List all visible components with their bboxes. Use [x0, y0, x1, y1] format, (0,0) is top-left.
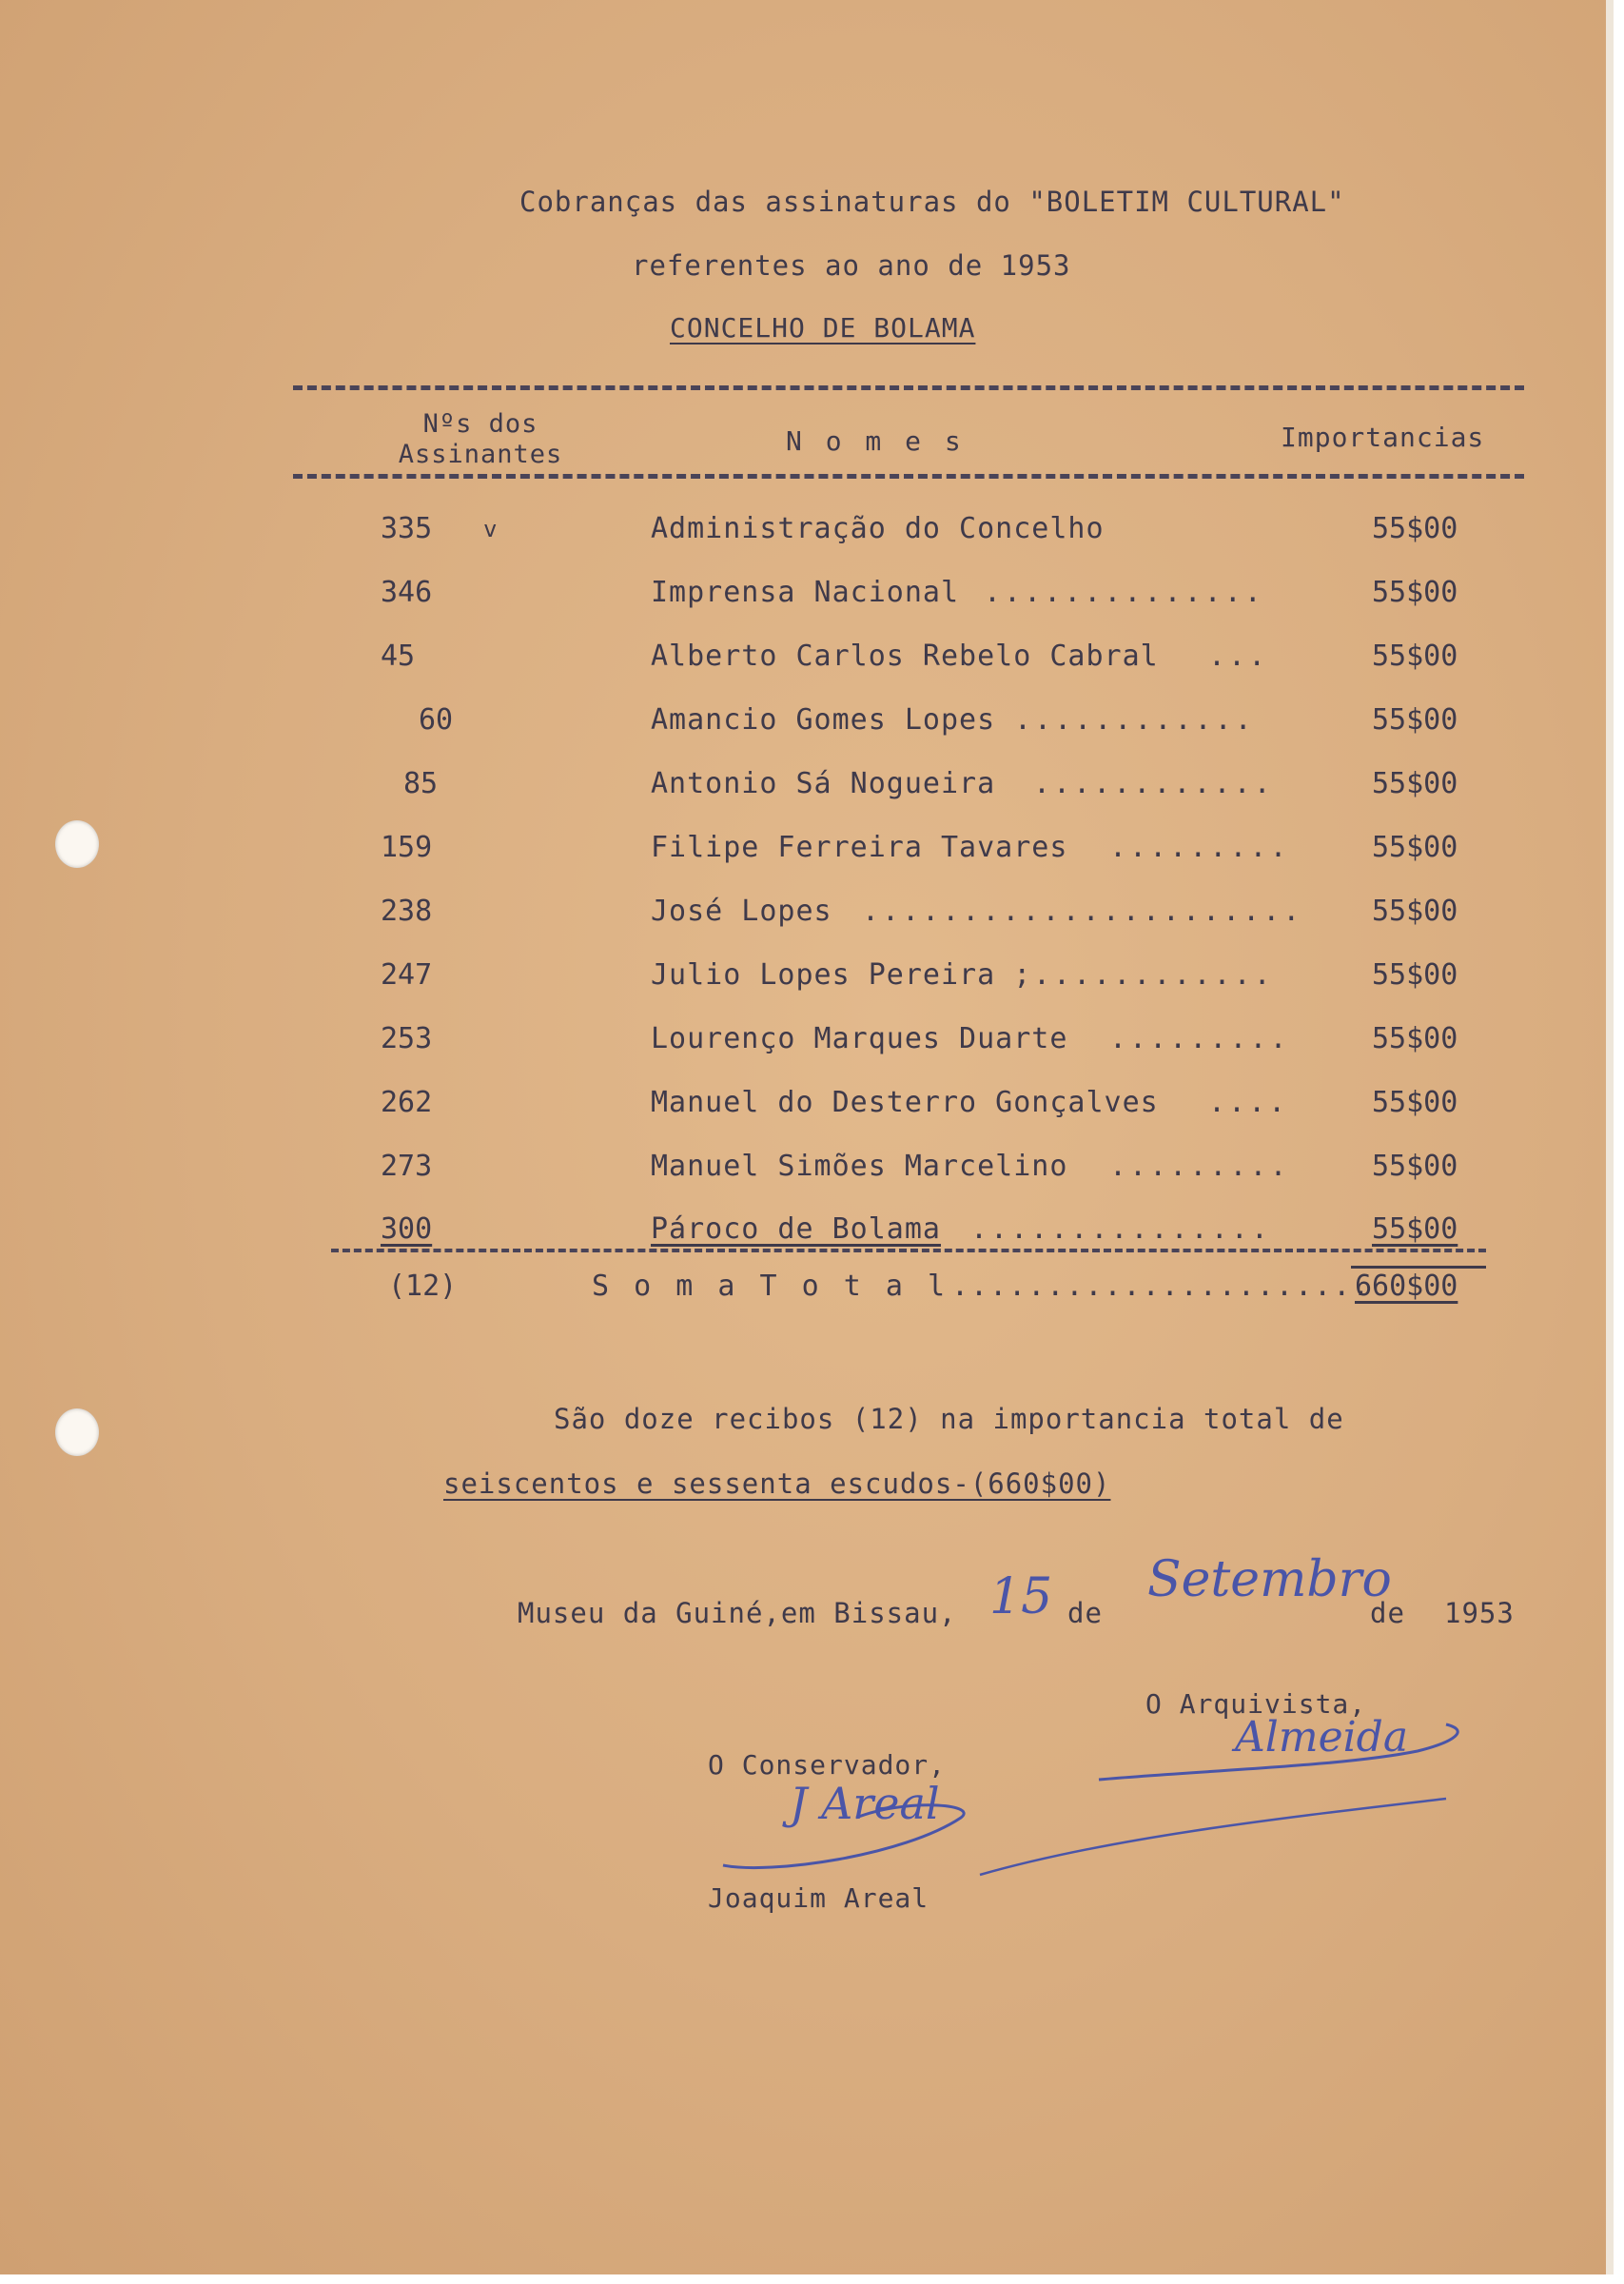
table-row [0, 958, 1606, 1000]
subscriber-amount: 55$00 [1372, 1212, 1458, 1246]
subscriber-name: Filipe Ferreira Tavares [651, 831, 1068, 864]
archivist-signature-flourish [1094, 1713, 1475, 1789]
table-row [0, 512, 1606, 554]
dateline-month: Setembro [1147, 1551, 1392, 1608]
conservator-title: O Conservador, [708, 1749, 947, 1781]
subscriber-name: José Lopes [651, 895, 832, 928]
table-row [0, 895, 1606, 936]
table-row [0, 576, 1606, 618]
col-number-header-line-2: Assinantes [398, 440, 563, 469]
table-row [0, 831, 1606, 873]
subscriber-amount: 55$00 [1372, 1086, 1458, 1119]
leader-dots: ...................... [951, 1270, 1372, 1303]
leader-dots: ............ [1014, 703, 1255, 737]
subscriber-amount: 55$00 [1372, 958, 1458, 992]
subscriber-amount: 55$00 [1372, 1022, 1458, 1055]
dateline-year: 1953 [1444, 1597, 1515, 1629]
header-line-3: CONCELHO DE BOLAMA [670, 312, 976, 344]
header-line-2: referentes ao ano de 1953 [632, 249, 1071, 282]
table-row [0, 640, 1606, 681]
table-row [0, 1150, 1606, 1191]
table-total-rule [331, 1249, 1486, 1252]
conservator-signature: J Areal [790, 1778, 940, 1829]
leader-dots: .... [1208, 1086, 1289, 1119]
subscriber-name: Manuel Simões Marcelino [651, 1150, 1068, 1183]
col-number-header-line-1: Nºs dos [422, 409, 538, 439]
subscriber-amount: 55$00 [1372, 640, 1458, 673]
subscriber-name: Manuel do Desterro Gonçalves [651, 1086, 1159, 1119]
table-row [0, 1086, 1606, 1128]
subscriber-number: 238 [381, 895, 433, 928]
subscriber-number: 346 [381, 576, 433, 609]
check-mark: v [483, 516, 499, 542]
table-row [0, 767, 1606, 809]
table-total-row [0, 1270, 1606, 1311]
table-header-rule [293, 474, 1524, 479]
table-row [0, 1022, 1606, 1064]
leader-dots: ......... [1109, 1150, 1290, 1183]
table-top-rule [293, 385, 1524, 390]
subscriber-amount: 55$00 [1372, 895, 1458, 928]
subscriber-number: 273 [381, 1150, 433, 1183]
leader-dots: ............ [1033, 958, 1274, 992]
subscriber-number: 159 [381, 831, 433, 864]
summary-line-1: São doze recibos (12) na importancia total de [554, 1403, 1344, 1435]
total-count: (12) [388, 1270, 458, 1303]
subscriber-number: 60 [419, 703, 454, 737]
conservator-name: Joaquim Areal [708, 1882, 929, 1914]
archivist-signature: Almeida [1235, 1713, 1409, 1762]
subscriber-name: Administração do Concelho [651, 512, 1105, 545]
table-row [0, 703, 1606, 745]
leader-dots: ... [1208, 640, 1269, 673]
col-amount-header: Importancias [1281, 422, 1485, 453]
subscriber-name: Pároco de Bolama [651, 1212, 941, 1246]
subscriber-amount: 55$00 [1372, 1150, 1458, 1183]
subscriber-number: 335 [381, 512, 433, 545]
subscriber-number: 85 [403, 767, 439, 800]
total-amount-overline [1351, 1266, 1486, 1269]
dateline-de-2: de [1370, 1597, 1405, 1629]
subscriber-number: 253 [381, 1022, 433, 1055]
subscriber-name: Imprensa Nacional [651, 576, 960, 609]
subscriber-name: Alberto Carlos Rebelo Cabral [651, 640, 1159, 673]
subscriber-amount: 55$00 [1372, 767, 1458, 800]
dateline-day: 15 [989, 1568, 1053, 1625]
subscriber-amount: 55$00 [1372, 703, 1458, 737]
subscriber-name: Lourenço Marques Duarte [651, 1022, 1068, 1055]
subscriber-name: Antonio Sá Nogueira [651, 767, 996, 800]
total-label: S o m a T o t a l [592, 1270, 949, 1303]
total-amount: 660$00 [1355, 1270, 1458, 1303]
leader-dots: ......... [1109, 1022, 1290, 1055]
subscriber-number: 262 [381, 1086, 433, 1119]
subscriber-number: 45 [381, 640, 416, 673]
subscriber-amount: 55$00 [1372, 512, 1458, 545]
summary-line-2: seiscentos e sessenta escudos-(660$00) [443, 1467, 1111, 1500]
conservator-signature-flourish [714, 1780, 1456, 1884]
leader-dots: ............... [970, 1212, 1271, 1246]
leader-dots: .............. [984, 576, 1264, 609]
punch-hole-lower [55, 1408, 99, 1456]
subscriber-name: Amancio Gomes Lopes [651, 703, 996, 737]
subscriber-amount: 55$00 [1372, 831, 1458, 864]
dateline-prefix: Museu da Guiné,em Bissau, [518, 1597, 957, 1629]
leader-dots: ......... [1109, 831, 1290, 864]
header-line-1: Cobranças das assinaturas do "BOLETIM CULTURAL" [519, 186, 1345, 218]
subscriber-amount: 55$00 [1372, 576, 1458, 609]
leader-dots: ...................... [862, 895, 1303, 928]
subscriber-name: Julio Lopes Pereira ; [651, 958, 1032, 992]
archivist-title: O Arquivista, [1145, 1688, 1367, 1720]
col-name-header: N o m e s [786, 425, 965, 457]
subscriber-number: 247 [381, 958, 433, 992]
dateline-de-1: de [1067, 1597, 1103, 1629]
leader-dots: ............ [1033, 767, 1274, 800]
subscriber-number: 300 [381, 1212, 433, 1246]
